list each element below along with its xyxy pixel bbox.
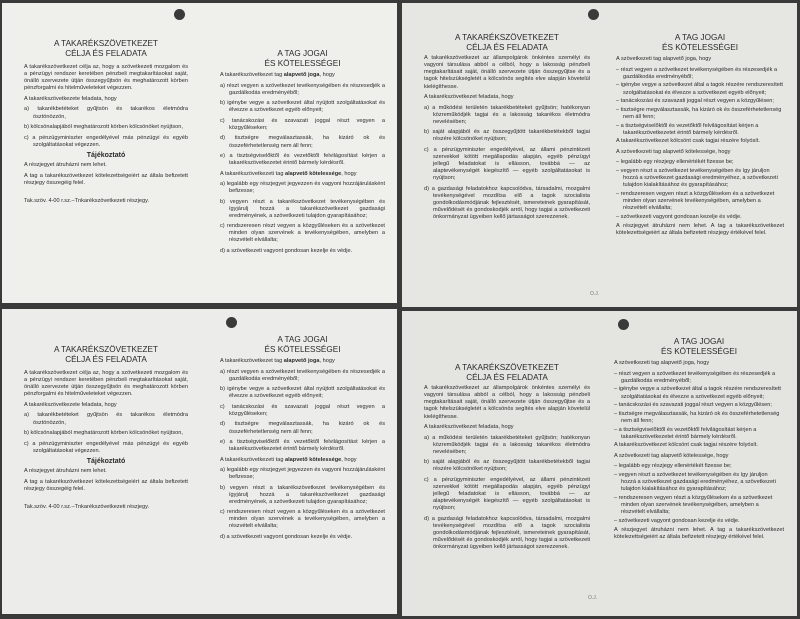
- rights-item: c) tanácskozási és szavazati joggal részt vegyen a közgyűléseken;: [220, 117, 385, 131]
- purpose-item: a) a működési területén takarékbetéteket gyűjtsön; hatékonyan közreműködjék tagjai és a lakosság takarékos életmódra nevelésében;: [424, 104, 590, 125]
- duties-item: c) rendszeresen részt vegyen a közgyűléseken és a szövetkezet minden olyan szervének a tevékenységében, amelyben a részvételt elvállalta;: [220, 509, 385, 530]
- rights-item: e) a tisztségviselőktől és vezetőktől felvilágosítást kérjen a takarékszövetkezetet érintő bármely kérdésről.: [220, 438, 385, 453]
- purpose-item: b) kölcsönalapjából meghatározott körben kölcsönöket nyújtson,: [24, 124, 183, 131]
- info-text: A részjegyet átruházni nem lehet.: [24, 468, 107, 475]
- purpose-intro: A takarékszövetkezet célja az, hogy a szövetkezeti mozgalom és a pénzügyi rendszer keretében pénzbeli megtakarításokat saját, önálló szervezete útján összegyűjtsön és meghatározott körben pénzforgalmi és hitelműveleteket végezzen.: [24, 370, 188, 398]
- purpose-item: c) a pénzügyminiszter engedélyével, az állami pénzintézeti szervekkel kötött megállapodás alapján, egyéb pénzügyi jellegű feladatokat is ellásson, továbbá — az alaptevékenységét kiegészítő — egyéb szolgáltatásokat is nyújtson;: [424, 146, 590, 182]
- rights-item: – tisztségre megválasztassák, ha kizáró ok és összeférhetetlenség nem áll fenn;: [616, 106, 782, 121]
- duties-item: – rendszeresen vegyen részt a közgyűléseken és a szövetkezet minden olyan szervének tevékenységében, amelyben a részvételt elvállalta;: [616, 191, 775, 212]
- purpose-item: d) a gazdasági feladatokhoz kapcsolódva, társadalmi, mozgalmi tevékenységével mozdítsa elő a tagok szocialista gondolkodásmódjának fejlesztését, ismereteinek gyarapítását, művelődését és gondoskodjék arról, hogy tagjai a szövetkezeti önkormányzat ügyeiben kellő jártasságot szerezzenek.: [424, 515, 590, 551]
- rights-item: a) részt vegyen a szövetkezet tevékenységében és részesedjék a gazdálkodás eredményéből;: [220, 368, 385, 382]
- purpose-lead: A takarékszövetkezete feladata, hogy: [24, 401, 117, 408]
- rights-item: – részt vegyen a szövetkezet tevékenységében és részesedjék a gazdálkodás eredményéből;: [614, 370, 776, 384]
- rights-item: – tanácskozási és szavazati joggal részt vegyen a közgyűlésen;: [616, 98, 774, 105]
- info-title: Tájékoztató: [86, 458, 126, 466]
- form-number: Tak.szöv. 4-00 r.sz.–Tnkarékszövetkezeti részjegy.: [24, 504, 150, 511]
- rights-lead: A szövetkezeti tag alapvető joga, hogy: [616, 56, 712, 63]
- purpose-title: A TAKARÉKSZÖVETKEZET CÉLJA ÉS FELADATA: [455, 33, 559, 52]
- rights-item: d) tisztségre megválasztassák, ha kizáró ok és összeférhetetlenség nem áll fenn;: [220, 135, 385, 149]
- rights-item: a) részt vegyen a szövetkezet tevékenységében és részesedjék a gazdálkodás eredményéből;: [220, 82, 385, 96]
- duties-item: – legalább egy részjegy ellenértékét fizesse be;: [616, 159, 734, 166]
- purpose-title: A TAKARÉKSZÖVETKEZET CÉLJA ÉS FELADATA: [455, 363, 559, 382]
- purpose-title: A TAKARÉKSZÖVETKEZET CÉLJA ÉS FELADATA: [54, 39, 158, 58]
- closing-note: A részjegyet átruházni nem lehet. A tag a takarékszövetkezet kötelezettségeiért az általa befizetett részjegy értékével felel.: [614, 526, 784, 540]
- rights-item: – a tisztségviselőktől és vezetőktől felvilágosítást kérjen a takarékszövetkezetet érintő bármely kérdésről.: [616, 122, 759, 136]
- purpose-lead: A takarékszövetkezet feladata, hogy: [424, 94, 514, 101]
- rights-item: b) igénybe vegye a szövetkezet által nyújtott szolgáltatásokat és élvezze a szövetkezet egyéb előnyeit;: [220, 100, 385, 114]
- duties-item: b) vegyen részt a takarékszövetkezet tevékenységében és ígyjárulj hozzá a takarékszövetkezet gazdasági eredményének, a szövetkezeti tulajdon gyarapításához;: [220, 198, 385, 219]
- duties-item: – szövetkezeti vagyont gondosan kezelje és védje.: [616, 213, 742, 220]
- duties-item: b) vegyen részt a takarékszövetkezet tevékenységében és ígyjárulj hozzá a takarékszövetkezet gazdasági eredményének, a szövetkezeti tulajdon gyarapításához;: [220, 484, 385, 505]
- purpose-item: d) a gazdasági feladatokhoz kapcsolódva, társadalmi, mozgalmi tevékenységével mozdítsa elő a tagok szocialista gondolkodásmódjának fejlesztését, ismereteinek gyarapítását, művelődését és gondoskodjék arról, hogy tagjai a szövetkezeti önkormányzat ügyeiben kellő jártasságot szerezzenek.: [424, 185, 590, 221]
- purpose-intro: A takarékszövetkezet az állampolgárok önkéntes személyi és vagyoni társulása abból a célból, hogy a lakosság pénzbeli megtakarításait saját, önálló szervezete útján összegyűjtse és a tagok hitelszükségletét a kölcsönös segítés elve alapján követelül kielégíthesse.: [424, 385, 590, 420]
- purpose-item: a) takarékbetéteket gyűjtsön és takarékos életmódra ösztönözzön,: [24, 106, 188, 120]
- duties-item: d) a szövetkezeti vagyont gondosan kezelje és védje.: [220, 533, 353, 540]
- purpose-column: [424, 363, 590, 555]
- rights-lead: A takarékszövetkezet tag alapvető joga, hogy: [220, 72, 335, 79]
- print-mark: O.J.: [590, 291, 600, 297]
- purpose-column: [24, 39, 188, 209]
- duties-item: – vegyen részt a szövetkezet tevékenységében és így járuljon hozzá a szövetkezet gazdasági eredményéhez, a szövetkezeti tulajdon kialakításához és gyarapításához;: [614, 472, 776, 493]
- purpose-lead: A takarékszövetkezet feladata, hogy: [424, 424, 514, 431]
- punch-hole: [618, 319, 629, 330]
- punch-hole: [226, 317, 237, 328]
- duties-lead: A takarékszövetkezeti tag alapvető kötelessége, hogy: [220, 170, 357, 177]
- print-mark: O.J.: [588, 595, 598, 601]
- card-top-left: [2, 3, 397, 303]
- rights-column: [614, 337, 784, 544]
- rights-column: [220, 335, 385, 544]
- rights-lead: A takarékszövetkezet tag alapvető joga, hogy: [220, 358, 335, 365]
- purpose-lead: A takarékszövetkezete feladata, hogy: [24, 95, 117, 102]
- duties-lead: A takarékszövetkezeti tag alapvető kötelessége, hogy: [220, 456, 357, 463]
- rights-column: [616, 33, 784, 240]
- purpose-item: c) a pénzügyminiszter engedélyével más pénzügyi és egyéb szolgáltatásokat végezzen.: [24, 134, 188, 148]
- card-bottom-left: [2, 309, 397, 614]
- rights-item: – igénybe vegye a szövetkezet által a tagok részére rendszeresített szolgáltatásokat és élvezze a szövetkezet egyéb előnyeit;: [614, 386, 781, 400]
- purpose-item: a) takarékbetéteket gyűjtsön és takarékos életmódra ösztönözzön,: [24, 412, 188, 426]
- purpose-item: c) a pénzügyminiszter engedélyével, az állami pénzintézeti szervekkel kötött megállapodás alapján, egyéb pénzügyi jellegű feladatokat is ellásson, továbbá — az alaptevékenységét kiegészítő — egyéb szolgáltatásokat is nyújtson;: [424, 476, 590, 512]
- closing-note: A részjegyet átruházni nem lehet. A tag a takarékszövetkezet kötelezettségeiért az általa befizetett részjegy értékével felel.: [616, 222, 784, 236]
- purpose-item: c) a pénzügyminiszter engedélyével más pénzügyi és egyéb szolgáltatásokat végezzen.: [24, 440, 188, 454]
- duties-lead: A szövetkezeti tag alapvető kötelessége, hogy: [614, 452, 729, 459]
- rights-title: A TAG JOGAI ÉS KÖTELESSÉGEI: [264, 49, 341, 68]
- rights-column: [220, 49, 385, 258]
- duties-item: – rendszeresen vegyen részt a közgyűléseken és a szövetkezet minden olyan szervének tevékenységében, amelyben a részvételt elvállalta;: [614, 495, 773, 516]
- rights-item: b) igénybe vegye a szövetkezet által nyújtott szolgáltatásokat és élvezze a szövetkezet egyéb előnyeit;: [220, 386, 385, 400]
- card-top-right: [402, 3, 797, 307]
- purpose-item: b) saját alapjából és az összegyűjtött takarékbetétekből tagjai részére kölcsönöket nyújtson;: [424, 459, 590, 473]
- punch-hole: [174, 9, 185, 20]
- rights-item: – igénybe vegye a szövetkezet által a tagok részére rendszeresített szolgáltatásokat és élvezze a szövetkezet egyéb előnyeit;: [616, 82, 783, 96]
- info-text: A tag a takarékszövetkezet kötelezettségeiért az általa befizetett részjegy összegéig felel.: [24, 478, 188, 492]
- purpose-item: a) a működési területén takarékbetéteket gyűjtsön; hatékonyan közreműködjék tagjai és a lakosság takarékos életmódra nevelésében;: [424, 434, 590, 455]
- purpose-item: b) saját alapjából és az összegyűjtött takarékbetétekből tagjai részére kölcsönöket nyújtson;: [424, 129, 590, 143]
- rights-title: A TAG JOGAI ÉS KÖTELESSÉGEI: [662, 33, 738, 52]
- rights-item: – részt vegyen a szövetkezet tevékenységében és részesedjék a gazdálkodás eredményéből;: [616, 66, 778, 80]
- rights-item: – a tisztségviselőktől és vezetőktől felvilágosítást kérjen a takarékszövetkezetet érintő bármely kérdésről.: [614, 426, 757, 440]
- loan-note: A takarékszövetkezet kölcsönt csak tagjai részére folyósít.: [614, 442, 758, 449]
- rights-title: A TAG JOGAI ÉS KÖTELESSÉGEI: [661, 337, 737, 356]
- rights-item: c) tanácskozási és szavazati joggal részt vegyen a közgyűléseken;: [220, 403, 385, 417]
- loan-note: A takarékszövetkezet kölcsönt csak tagjai részére folyósít.: [616, 138, 760, 145]
- duties-lead: A szövetkezeti tag alapvető kötelessége, hogy: [616, 148, 731, 155]
- punch-hole: [588, 9, 599, 20]
- rights-item: e) a tisztségviselőktől és vezetőktől felvilágosítást kérjen a takarékszövetkezetet érintő bármely kérdésről.: [220, 152, 385, 167]
- purpose-title: A TAKARÉKSZÖVETKEZET CÉLJA ÉS FELADATA: [54, 345, 158, 364]
- info-title: Tájékoztató: [86, 152, 126, 160]
- duties-item: – szövetkezeti vagyont gondosan kezelje és védje.: [614, 517, 740, 524]
- duties-item: d) a szövetkezeti vagyont gondosan kezelje és védje.: [220, 247, 353, 254]
- duties-item: – vegyen részt a szövetkezet tevékenységében és így járuljon hozzá a szövetkezet gazdasági eredményéhez, a szövetkezeti tulajdon kialakításához és gyarapításához;: [616, 168, 778, 189]
- duties-item: a) legalább egy részjegyet jegyezzen és vagyoni hozzájárulásként befizesse;: [220, 467, 385, 481]
- purpose-intro: A takarékszövetkezet az állampolgárok önkéntes személyi és vagyoni társulása abból a célból, hogy a lakosság pénzbeli megtakarításait saját, önálló szervezete útján összegyűjtse és a tagok hitelszükségletét a kölcsönös segítés elve alapján követelül kielégíthesse.: [424, 55, 590, 90]
- duties-item: c) rendszeresen részt vegyen a közgyűléseken és a szövetkezet minden olyan szervének a tevékenységében, amelyben a részvételt elvállalta;: [220, 223, 385, 244]
- duties-item: – legalább egy részjegy ellenértékét fizesse be;: [614, 463, 732, 470]
- purpose-column: [424, 33, 590, 225]
- rights-item: – tanácskozási és szavazati joggal részt vegyen a közgyűlésen;: [614, 402, 772, 409]
- form-number: Tak.szöv. 4-00 r.sz.–Tnkarékszövetkezeti részjegy.: [24, 198, 150, 205]
- rights-item: d) tisztségre megválasztassák, ha kizáró ok és összeférhetetlenség nem áll fenn;: [220, 421, 385, 435]
- rights-item: – tisztségre megválasztassák, ha kizáró ok és összeférhetetlenség nem áll fenn;: [614, 410, 780, 425]
- purpose-item: b) kölcsönalapjából meghatározott körben kölcsönöket nyújtson,: [24, 430, 183, 437]
- rights-title: A TAG JOGAI ÉS KÖTELESSÉGEI: [264, 335, 341, 354]
- info-text: A részjegyet átruházni nem lehet.: [24, 162, 107, 169]
- purpose-intro: A takarékszövetkezet célja az, hogy a szövetkezeti mozgalom és a pénzügyi rendszer keretében pénzbeli megtakarításokat saját, önálló szervezete útján összegyűjtsön és meghatározott körben pénzforgalmi és hitelműveleteket végezzen.: [24, 64, 188, 92]
- card-bottom-right: [402, 311, 797, 616]
- purpose-column: [24, 345, 188, 515]
- duties-item: a) legalább egy részjegyet jegyezzen és vagyoni hozzájárulásként befizesse;: [220, 181, 385, 195]
- rights-lead: A szövetkezeti tag alapvető joga, hogy: [614, 360, 710, 367]
- info-text: A tag a takarékszövetkezet kötelezettségeiért az általa befizetett részjegy összegéig felel.: [24, 172, 188, 186]
